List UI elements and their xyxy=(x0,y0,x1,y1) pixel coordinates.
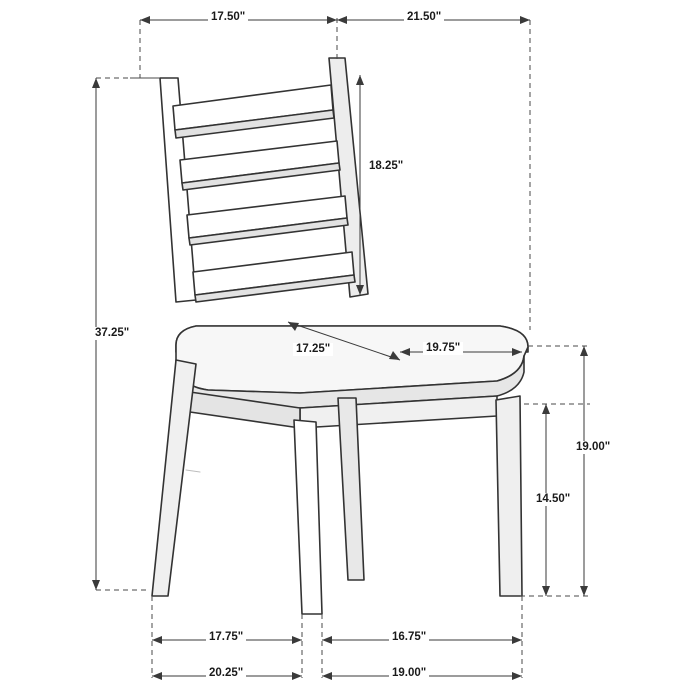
dimension-label-top-left: 17.50" xyxy=(208,11,248,24)
leg-front-right xyxy=(496,396,522,596)
ext-top-left xyxy=(130,20,160,78)
dimension-label-bottom-left-outer: 20.25" xyxy=(206,667,246,680)
chair-illustration xyxy=(152,58,528,614)
dimension-label-seat-height-outer: 19.00" xyxy=(573,441,613,454)
stretcher-side xyxy=(186,470,200,472)
leg-rear-left xyxy=(152,360,196,596)
dimension-label-bottom-right-inner: 16.75" xyxy=(389,631,429,644)
dimension-label-bottom-right-outer: 19.00" xyxy=(389,667,429,680)
leg-front-left xyxy=(294,420,322,614)
dimension-label-seat-height-inner: 14.50" xyxy=(533,493,573,506)
dimension-label-bottom-left-inner: 17.75" xyxy=(206,631,246,644)
dimension-label-back-splat-height: 18.25" xyxy=(366,160,406,173)
dimension-label-overall-height: 37.25" xyxy=(92,327,132,340)
dimension-label-seat-depth: 17.25" xyxy=(293,343,333,356)
dimension-label-top-right: 21.50" xyxy=(404,11,444,24)
dimension-label-seat-width: 19.75" xyxy=(423,342,463,355)
dim-seat-height-outer xyxy=(580,346,588,596)
leg-rear-right xyxy=(338,398,364,580)
